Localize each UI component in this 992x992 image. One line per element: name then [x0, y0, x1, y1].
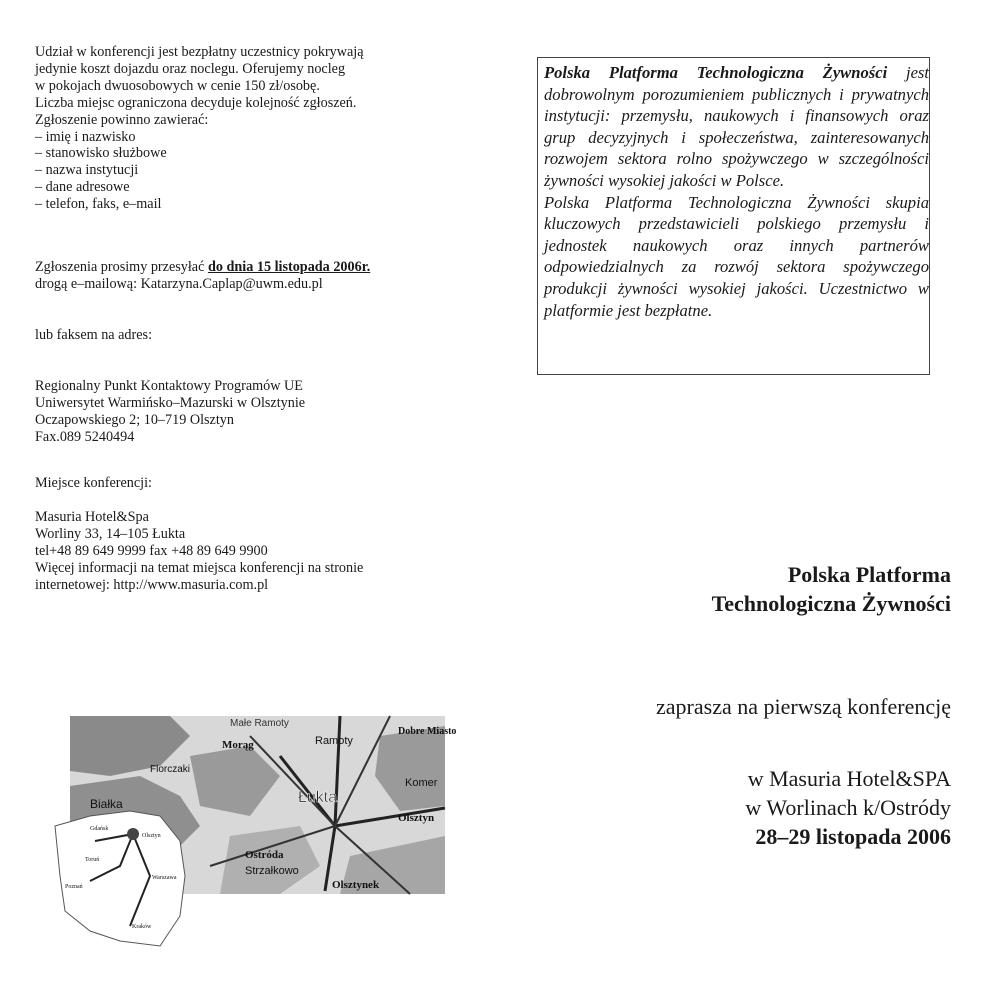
submission-line [35, 259, 460, 276]
inset-label-olsztyn: Olsztyn [142, 833, 161, 839]
map-label-olsztynek: Olsztynek [332, 879, 380, 891]
address-line: Oczapowskiego 2; 10–719 Olsztyn [35, 411, 234, 428]
invite-text: zaprasza na pierwszą konferencję [656, 694, 951, 719]
participation-line: w pokojach dwuosobowych w cenie 150 zł/osobę. [35, 77, 320, 94]
location-url[interactable]: internetowej: http://www.masuria.com.pl [35, 576, 269, 593]
requirement-item: – stanowisko służbowe [35, 145, 167, 162]
venue-line: w Worlinach k/Ostródy [745, 795, 951, 820]
map-label-dobre-miasto: Dobre Miasto [398, 726, 457, 737]
participation-line: Zgłoszenie powinno zawierać: [35, 111, 209, 128]
submission-deadline: do dnia 15 listopada 2006r. [207, 259, 371, 276]
map-label-ostroda: Ostróda [245, 849, 284, 861]
map-label-strzalkowo: Strzałkowo [245, 865, 299, 877]
conference-dates: 28–29 listopada 2006 [755, 824, 951, 849]
map-label-komer: Komer [405, 777, 438, 789]
organizer-title [712, 560, 951, 618]
inset-label-gdansk: Gdańsk [90, 826, 109, 832]
requirement-item: – telefon, faks, e–mail [35, 196, 162, 213]
submission-email[interactable]: drogą e–mailową: Katarzyna.Caplap@uwm.edu.pl [35, 275, 323, 292]
participation-line: jedynie koszt dojazdu oraz noclegu. Oferujemy nocleg [35, 60, 346, 77]
location-line: Więcej informacji na temat miejsca konferencji na stronie [35, 560, 364, 577]
location-line: Worliny 33, 14–105 Łukta [35, 526, 186, 543]
map-label-male-ramoty: Małe Ramoty [230, 718, 289, 729]
participation-line: Liczba miejsc ograniczona decyduje kolejność zgłoszeń. [35, 94, 357, 111]
requirement-item: – nazwa instytucji [35, 162, 139, 179]
requirement-item: – imię i nazwisko [35, 128, 136, 145]
inset-label-poznan: Poznań [65, 884, 83, 890]
inset-label-torun: Toruń [85, 857, 100, 863]
map-label-ramoty: Ramoty [315, 735, 353, 747]
platform-lead: Polska Platforma Technologiczna Żywności [544, 63, 888, 82]
platform-info-box [537, 57, 930, 375]
fax-intro: lub faksem na adres: [35, 326, 153, 343]
map-label-lukta: Łukta [298, 789, 338, 806]
map-label-bialka: Białka [90, 797, 123, 811]
address-line: Uniwersytet Warmińsko–Mazurski w Olsztynie [35, 394, 306, 411]
inset-location-marker [127, 828, 139, 840]
location-heading: Miejsce konferencji: [35, 475, 152, 492]
participation-line: Udział w konferencji jest bezpłatny uczestnicy pokrywają [35, 44, 364, 60]
platform-para-1 [544, 62, 929, 192]
location-line: Masuria Hotel&Spa [35, 509, 149, 526]
map-label-morag: Morąg [222, 739, 254, 751]
map-label-florczaki: Florczaki [150, 764, 191, 775]
location-line: tel+48 89 649 9999 fax +48 89 649 9900 [35, 543, 268, 560]
venue-block [745, 764, 951, 851]
platform-text-1: jest dobrowolnym porozumieniem publicznych i prywatnych instytucji: przemysłu, naukowych i finansowych oraz grup decyzyjnych i społeczeństwa, zainteresowanych rozwojem sektora rolno spożywczego w szczególności żywności wysokiej jakości w Polsce. [544, 63, 929, 190]
map-label-olsztyn: Olsztyn [398, 812, 435, 824]
requirement-item: – dane adresowe [35, 179, 130, 196]
location-map [50, 716, 457, 949]
left-column [35, 44, 460, 594]
organizer-title-line: Technologiczna Żywności [711, 591, 951, 616]
address-line: Regionalny Punkt Kontaktowy Programów UE [35, 377, 303, 394]
inset-label-warszawa: Warszawa [152, 875, 177, 881]
address-fax: Fax.089 5240494 [35, 428, 135, 445]
platform-para-2: Polska Platforma Technologiczna Żywności skupia kluczowych przedstawicieli polskiego przemysłu i jednostek naukowych oraz innych partnerów odpowiedzialnych za rozwój sektora spożywczego produkcji żywności wysokiej jakości. Uczestnictwo w platformie jest bezpłatne. [544, 192, 929, 320]
organizer-title-line: Polska Platforma [787, 562, 951, 587]
submission-intro: Zgłoszenia prosimy przesyłać [35, 259, 208, 276]
venue-line: w Masuria Hotel&SPA [747, 766, 951, 791]
inset-label-krakow: Kraków [132, 924, 152, 930]
